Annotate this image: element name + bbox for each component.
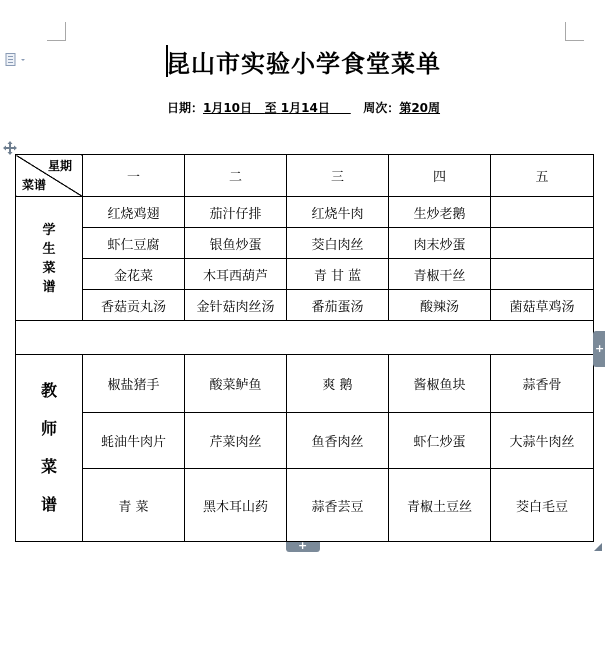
student-row <box>16 290 594 321</box>
dish-cell: 银鱼炒蛋 <box>185 228 287 259</box>
corner-week-label: 星期 <box>47 159 72 173</box>
add-row-button[interactable] <box>286 539 320 552</box>
dish-cell: 青 甘 蓝 <box>287 259 389 290</box>
dish-cell: 茭白肉丝 <box>287 228 389 259</box>
dish-cell: 青 菜 <box>83 469 185 542</box>
student-row <box>16 228 594 259</box>
dish-cell: 酸辣汤 <box>389 290 491 321</box>
dish-cell: 爽 鹅 <box>287 355 389 413</box>
day-header-3: 三 <box>287 155 389 197</box>
date-label: 日期： <box>166 101 203 115</box>
week-label: 周次： <box>363 101 400 115</box>
dish-cell: 茭白毛豆 <box>491 469 594 542</box>
date-line <box>0 99 607 116</box>
student-row <box>16 259 594 290</box>
header-corner-cell <box>16 155 83 197</box>
dish-cell: 蒜香芸豆 <box>287 469 389 542</box>
day-header-1: 一 <box>83 155 185 197</box>
dish-cell: 红烧鸡翅 <box>83 197 185 228</box>
day-header-5: 五 <box>491 155 594 197</box>
dish-cell: 大蒜牛肉丝 <box>491 413 594 469</box>
dish-cell: 蒜香骨 <box>491 355 594 413</box>
dish-cell <box>491 259 594 290</box>
spacer-row <box>16 321 594 355</box>
dish-cell <box>491 228 594 259</box>
plus-icon: + <box>595 342 605 355</box>
dish-cell: 番茄蛋汤 <box>287 290 389 321</box>
page-corner-mark-top-right <box>565 22 584 41</box>
dish-cell: 椒盐猪手 <box>83 355 185 413</box>
dish-cell: 蚝油牛肉片 <box>83 413 185 469</box>
dish-cell: 红烧牛肉 <box>287 197 389 228</box>
dish-cell: 虾仁豆腐 <box>83 228 185 259</box>
dish-cell: 生炒老鹅 <box>389 197 491 228</box>
add-column-button[interactable] <box>593 331 605 367</box>
dish-cell <box>491 197 594 228</box>
table-resize-handle-icon[interactable] <box>594 543 602 551</box>
spacer-cell <box>16 321 594 355</box>
day-header-4: 四 <box>389 155 491 197</box>
dish-cell: 金针菇肉丝汤 <box>185 290 287 321</box>
teacher-row <box>16 469 594 542</box>
dish-cell: 木耳西葫芦 <box>185 259 287 290</box>
dish-cell: 鱼香肉丝 <box>287 413 389 469</box>
student-row <box>16 197 594 228</box>
table-move-handle-icon[interactable] <box>3 141 17 155</box>
menu-table <box>15 154 594 542</box>
dish-cell: 酸菜鲈鱼 <box>185 355 287 413</box>
plus-icon: + <box>298 539 308 552</box>
page-title: 昆山市实验小学食堂菜单 <box>166 49 441 78</box>
teacher-row <box>16 413 594 469</box>
student-menu-label: 学 生 菜 谱 <box>16 197 83 321</box>
dish-cell: 菌菇草鸡汤 <box>491 290 594 321</box>
header-row <box>16 155 594 197</box>
dish-cell: 茄汁仔排 <box>185 197 287 228</box>
day-header-2: 二 <box>185 155 287 197</box>
dish-cell: 青椒干丝 <box>389 259 491 290</box>
dish-cell: 香菇贡丸汤 <box>83 290 185 321</box>
dish-cell: 黑木耳山药 <box>185 469 287 542</box>
teacher-menu-label: 教 师 菜 谱 <box>16 355 83 542</box>
corner-dish-label: 菜谱 <box>22 178 47 192</box>
week-number: 第20周 <box>399 101 441 115</box>
dish-cell: 芹菜肉丝 <box>185 413 287 469</box>
dish-cell: 青椒土豆丝 <box>389 469 491 542</box>
dish-cell: 金花菜 <box>83 259 185 290</box>
dish-cell: 虾仁炒蛋 <box>389 413 491 469</box>
page-corner-mark-top-left <box>47 22 66 41</box>
dish-cell: 酱椒鱼块 <box>389 355 491 413</box>
start-date: 1月10日 至 1月14日 <box>202 101 330 115</box>
teacher-row <box>16 355 594 413</box>
dish-cell: 肉末炒蛋 <box>389 228 491 259</box>
